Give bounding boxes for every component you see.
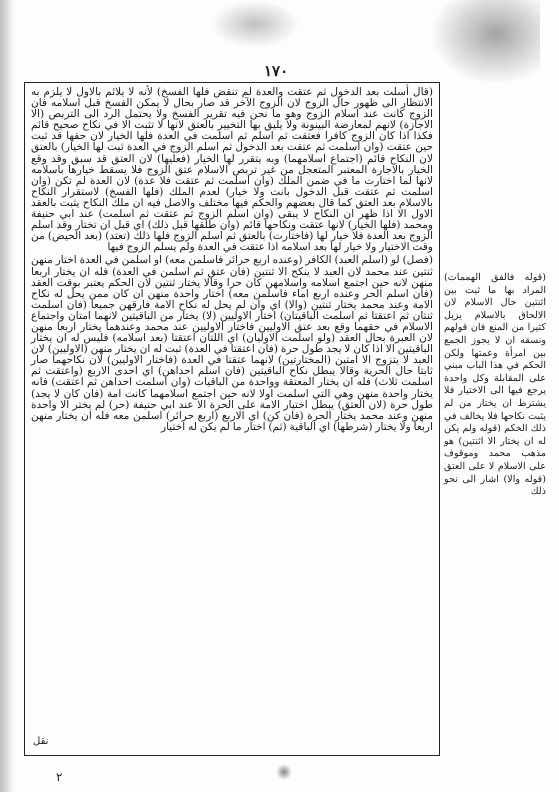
main-text-block bbox=[31, 87, 433, 727]
page-number: ١٧٠ bbox=[264, 62, 289, 80]
ink-dot bbox=[276, 764, 292, 780]
margin-gloss: (قوله فالفق الهممات) المراد بها ما ثبت بين اثنتين حال الاسلام لان الالحاق بالاسلام يزيل كثيرا من المنع فان قولهم ونسقه ان لا يجوز الجمع بين امرأة وعمتها ولكن الحكم في هذا الباب مبني على المقابلة وكل واحدة يرجع فيها الى الاختيار فلا يشترط ان يختار من لم يثبت نكاحها فلا يخالف في ذلك الحكم (قوله ولم يكن له ان يختار الا اثنتين) هو مذهب محمد وموقوف على الاسلام لا على العتق (قوله والا) اشار الى نحو ذلك bbox=[444, 272, 546, 498]
binding-shadow bbox=[0, 0, 14, 792]
main-text-paragraph: (فصل) لو (اسلم العبد) الكافر (وعنده اربع حرائر فاسلمن معه) او اسلمن في العدة اختار منهن ثنتين عند محمد لان العبد لا ينكح الا ثنتين (فان عتق ثم اسلمن في العدة) فله ان يختار اربعا منهن لانه حين اجتمع اسلامه واسلامهن كان حرا وقالا يختار ثنتين لان الحكم يعتبر بوقت العقد (فان اسلم الحر وعنده اربع اماء فاسلمن معه) اختار واحدة منهن ان كان ممن يحل له نكاح الامة وعند محمد يختار ثنتين (والا) اي وان لم يحل له نكاح الامة فارقهن جميعا (فان اسلمت ثنتان ثم اعتقتا ثم اسلمت الباقيتان) اختار الاوليين (لا) يختار من الباقيتين لانهما امتان واجتماع الاسلام في حقهما وقع بعد عتق الاوليين فاختار الاوليين عند محمد وعندهما يختار اربعا منهن لان العبرة بحال العقد (ولو اسلمت الاوليان) اي اللتان اعتقتا (بعد اسلامه) فليس له ان يختار الباقيتين الا اذا كان لا يجد طول حرة (فان اعتقتا في العدة) ثبت له ان يختار منهن (الاوليين) لان العبد لا يتزوج الا امتين (المختارتين) لانهما عتقتا في العدة (فاختار الاوليين) لان نكاحهما صار ثابتا حال الحرية وقالا يبطل نكاح الباقيتين (فان اسلم احداهن) اي احدى الاربع (واعتقت ثم اسلمت ثلاث) فله ان يختار المعتقة وواحدة من الباقيات (وان اسلمت احداهن ثم اعتقت) فانه يختار واحدة منهن وهي التي اسلمت اولا لانه حين اجتمع اسلامهما كانت امة (فان كان لا يجد) طول حرة (لان العتق) يبطل اختيار الامة على الحرة الا عند ابي حنيفة (حر) لم يختر الا واحدة منهن وعند محمد يختار الحرة (فان كن) اي الاربع (اربع حرائر) اسلمن معه فله ان يختار منهن اربعا ولا يختار (شرطها) اي الباقية (ثم) اختار ما لم يكن له اختيار bbox=[31, 254, 433, 433]
main-text-paragraph: (قال أسلت بعد الدخول ثم عتقت والعدة لم تنقض فلها الفسخ) لأنه لا يلائم بالاول لا يلزم به الانتظار الى ظهور حال الزوج لان الزوج الآخر قد صار بحال لا يمكن الفسخ قبل اسلامه فان الزوج كانت عند اسلام الزوج وهو ما نحن فيه تقرير الفسخ ولا يحتمل الرد الى التربص (الا الاجازة) لانهم لمعارضة البينونة ولا يليق بها التخيير بالعتق لانها لا تثبت الا في نكاح صحيح قائم فكذا اذا كان الزوج كافرا فعتقت ثم اسلم ثم اسلمت في العدة فلها الخيار لان حقها قد ثبت حين عتقت (وان اسلمت ثم عتقت بعد الدخول ثم اسلم الزوج في العدة ثبت لها الخيار) بالعتق لان النكاح قائم (اجتماع اسلامهما) وبه يتقرر لها الخيار (فعليها) لان العتق قد سبق وقد وقع الخيار بالاجارة المعتبر المتعجل من غير تربص الاسلام عتق الزوج فلا يسقط خيارها باسلامه لانها لما اختارت ما في ضمن الملك (وان اسلمت ثم عتقت فلا عدة) لان العدة لم تكن (وان اسلمت ثم عتقت قبل الدخول بانت ولا خيار) لعدم الملك (فلها الفسخ) لاستقرار النكاح بالاسلام بعد العتق كما قال بعضهم والحكم فيها مختلف والاصل فيه ان ملك النكاح يثبت بالعقد الاول الا اذا ظهر ان النكاح لا يبقى (وان اسلم الزوج ثم عتقت ثم اسلمت) عند ابي حنيفة ومحمد (فلها الخيار) لانها عتقت ونكاحها قائم (وان طلقها قبل ذلك) اي قبل ان تختار وقد اسلم الزوج بعد العدة فلا خيار لها (فاختارت) بالعتق ثم اسلم الزوج فلها ذلك (تعتد) (بعد الحيض) من وقت الاختيار ولا خيار لها بعد اسلامه اذا عتقت في العدة ولم يسلم الزوج فيها bbox=[31, 86, 433, 254]
ink-smudge bbox=[210, 0, 300, 48]
ink-blot bbox=[430, 0, 540, 85]
catchword: نقل bbox=[33, 736, 49, 747]
signature-mark: ٢ bbox=[56, 770, 63, 784]
main-text-frame bbox=[24, 82, 440, 756]
